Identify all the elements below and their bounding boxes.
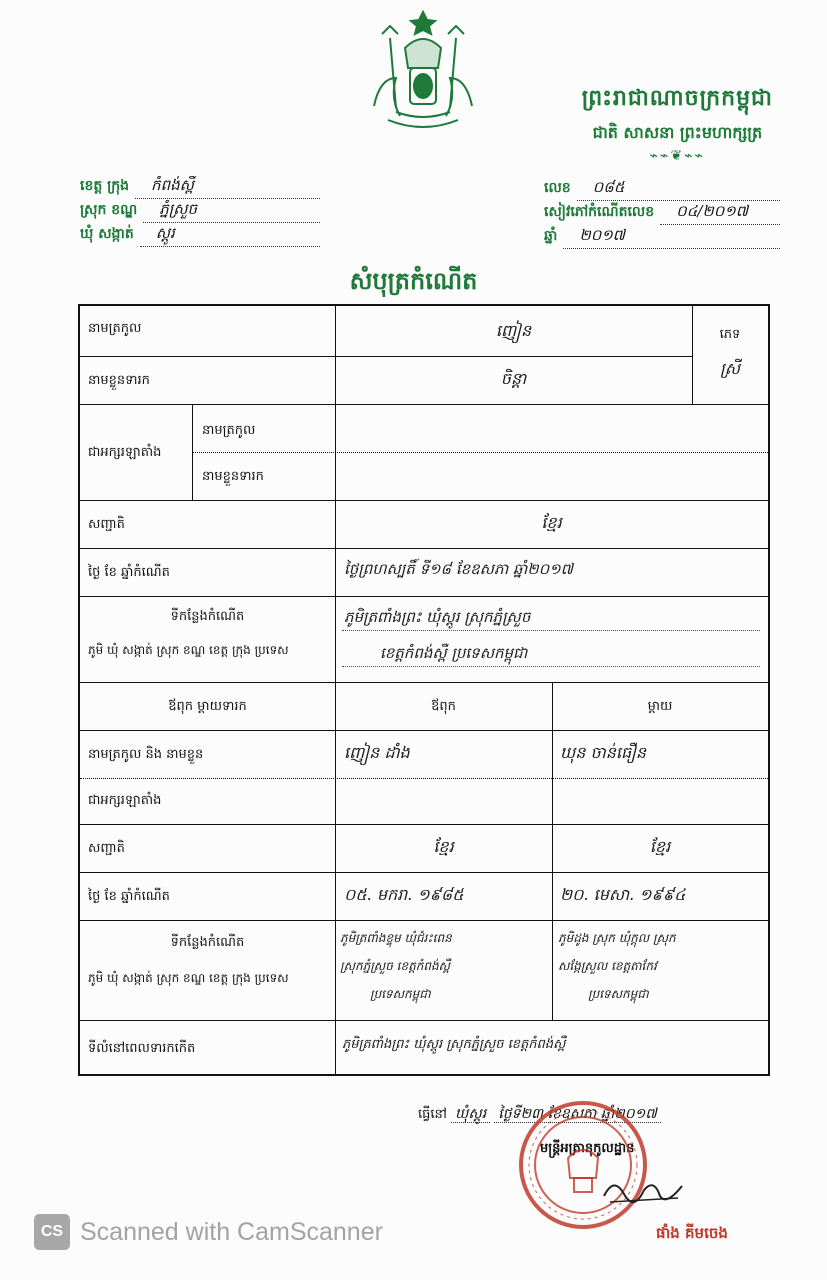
birth-record-table: [78, 304, 770, 1076]
mother-header: ម្តាយ: [647, 699, 673, 714]
register-label: សៀវភៅកំណើតលេខ: [544, 204, 655, 220]
royal-emblem-icon: [360, 8, 486, 136]
given-name-value: ចិន្តា: [500, 369, 527, 388]
parents-latin-label: ជាអក្សរឡាតាំង: [88, 793, 162, 808]
parents-name-label: នាមត្រកូល និង នាមខ្លួន: [88, 747, 204, 762]
signature-icon: [600, 1166, 686, 1214]
pob-value-line-2: ខេត្តកំពង់ស្ពឺ ប្រទេសកម្ពុជា: [380, 644, 528, 662]
surname-label: នាមត្រកូល: [88, 321, 142, 336]
parents-dob-label: ថ្ងៃ ខែ ឆ្នាំកំណើត: [88, 889, 170, 904]
parents-pob-sublabel: ភូមិ ឃុំ សង្កាត់ ស្រុក ខណ្ឌ ខេត្ត ក្រុង ប្រទេស: [88, 971, 289, 985]
camscanner-text: Scanned with CamScanner: [80, 1217, 383, 1246]
province-value: កំពង់ស្ពឺ: [135, 176, 320, 199]
location-block: [80, 176, 320, 248]
number-label: លេខ: [544, 180, 571, 196]
pob-value-line-1: ភូមិត្រពាំងព្រះ ឃុំស្តូរ ស្រុកភ្នំស្រួច: [344, 608, 531, 626]
mother-pob-line-2: សង្កែស្រួល ខេត្តតាកែវ: [558, 959, 657, 973]
surname-value: ញៀន: [495, 321, 532, 340]
residence-label: ទីលំនៅពេលទារកកើត: [88, 1041, 196, 1056]
father-dob: ០៥. មករា. ១៩៨៥: [344, 885, 464, 904]
year-value: ២០១៧: [563, 226, 780, 249]
sex-value: ស្រី: [720, 359, 740, 378]
latin-label: ជាអក្សរឡាតាំង: [88, 445, 162, 460]
ornament-divider: ⌁⌁❦⌁⌁: [649, 148, 706, 164]
dob-value: ថ្ងៃព្រហស្បតិ៍ ទី១៨ ខែឧសភា ឆ្នាំ២០១៧: [344, 560, 573, 578]
mother-nationality: ខ្មែរ: [649, 837, 671, 856]
father-nationality: ខ្មែរ: [433, 837, 454, 856]
latin-surname-label: នាមត្រកូល: [202, 423, 256, 438]
nationality-label: សញ្ជាតិ: [88, 517, 125, 532]
father-name: ញៀន ដាំង: [344, 743, 410, 762]
issue-date: ថ្ងៃទី២៣ ខែឧសភា ឆ្នាំ២០១៧: [494, 1106, 660, 1123]
dob-label: ថ្ងៃ ខែ ឆ្នាំកំណើត: [88, 565, 170, 580]
given-name-label: នាមខ្លួនទារក: [88, 373, 150, 388]
father-pob-line-1: ភូមិត្រពាំងខ្ទុម ឃុំជំរះពេន: [340, 931, 452, 945]
officer-title: មន្ត្រីអត្រានុកូលដ្ឋាន: [540, 1141, 635, 1156]
nationality-value: ខ្មែរ: [541, 513, 562, 532]
officer-name: ផាំង គីមចេង: [656, 1224, 728, 1242]
commune-value: ស្តូរ: [140, 224, 320, 247]
number-row: [544, 178, 780, 202]
mother-pob-line-3: ប្រទេសកម្ពុជា: [588, 987, 649, 1001]
pob-label: ទីកន្លែងកំណើត: [170, 609, 245, 624]
sex-label: ភេទ: [719, 327, 741, 342]
residence-value: ភូមិត្រពាំងព្រះ ឃុំស្តូរ ស្រុកភ្នំស្រួច ខេត្តកំពង់ស្ពឺ: [342, 1037, 566, 1052]
commune-label: ឃុំ សង្កាត់: [80, 226, 134, 242]
parents-nationality-label: សញ្ជាតិ: [88, 841, 125, 856]
national-motto: ជាតិ សាសនា ព្រះមហាក្សត្រ: [592, 123, 763, 142]
province-row: [80, 176, 320, 200]
father-pob-line-3: ប្រទេសកម្ពុជា: [370, 987, 431, 1001]
mother-name: ឃុន ចាន់ធឿន: [560, 743, 647, 762]
mother-pob-line-1: ភូមិដូង ស្រុក ឃុំក្តុល ស្រុក: [558, 931, 676, 945]
district-label: ស្រុក ខណ្ឌ: [80, 202, 138, 218]
commune-row: [80, 224, 320, 248]
done-at-value: ឃុំស្តូរ: [451, 1106, 490, 1123]
camscanner-watermark: [34, 1214, 383, 1250]
register-row: [544, 202, 780, 226]
parents-pob-label: ទីកន្លែងកំណើត: [170, 935, 245, 950]
kingdom-header: [582, 84, 773, 164]
district-row: [80, 200, 320, 224]
number-value: ០៨៥: [577, 178, 780, 201]
pob-sublabel: ភូមិ ឃុំ សង្កាត់ ស្រុក ខណ្ឌ ខេត្ត ក្រុង ប្រទេស: [88, 643, 289, 657]
latin-given-label: នាមខ្លួនទារក: [202, 469, 264, 484]
document-title: សំបុត្រកំណើត: [349, 267, 478, 295]
father-pob-line-2: ស្រុកភ្នំស្រួច ខេត្តកំពង់ស្ពឺ: [340, 959, 450, 973]
camscanner-logo-icon: CS: [34, 1214, 70, 1250]
year-label: ឆ្នាំ: [544, 228, 558, 244]
province-label: ខេត្ត ក្រុង: [80, 178, 130, 194]
mother-dob: ២០. មេសា. ១៩៩៤: [560, 885, 686, 904]
done-at-label: ធ្វើនៅ: [418, 1107, 447, 1122]
year-row: [544, 226, 780, 250]
kingdom-name: ព្រះរាជាណាចក្រកម្ពុជា: [581, 86, 773, 111]
father-header: ឪពុក: [431, 699, 456, 714]
district-value: ភ្នំស្រួច: [143, 200, 320, 223]
register-block: [544, 178, 780, 250]
parents-header-label: ឪពុក ម្តាយទារក: [168, 699, 247, 714]
register-value: ០៤/២០១៧: [660, 202, 780, 225]
